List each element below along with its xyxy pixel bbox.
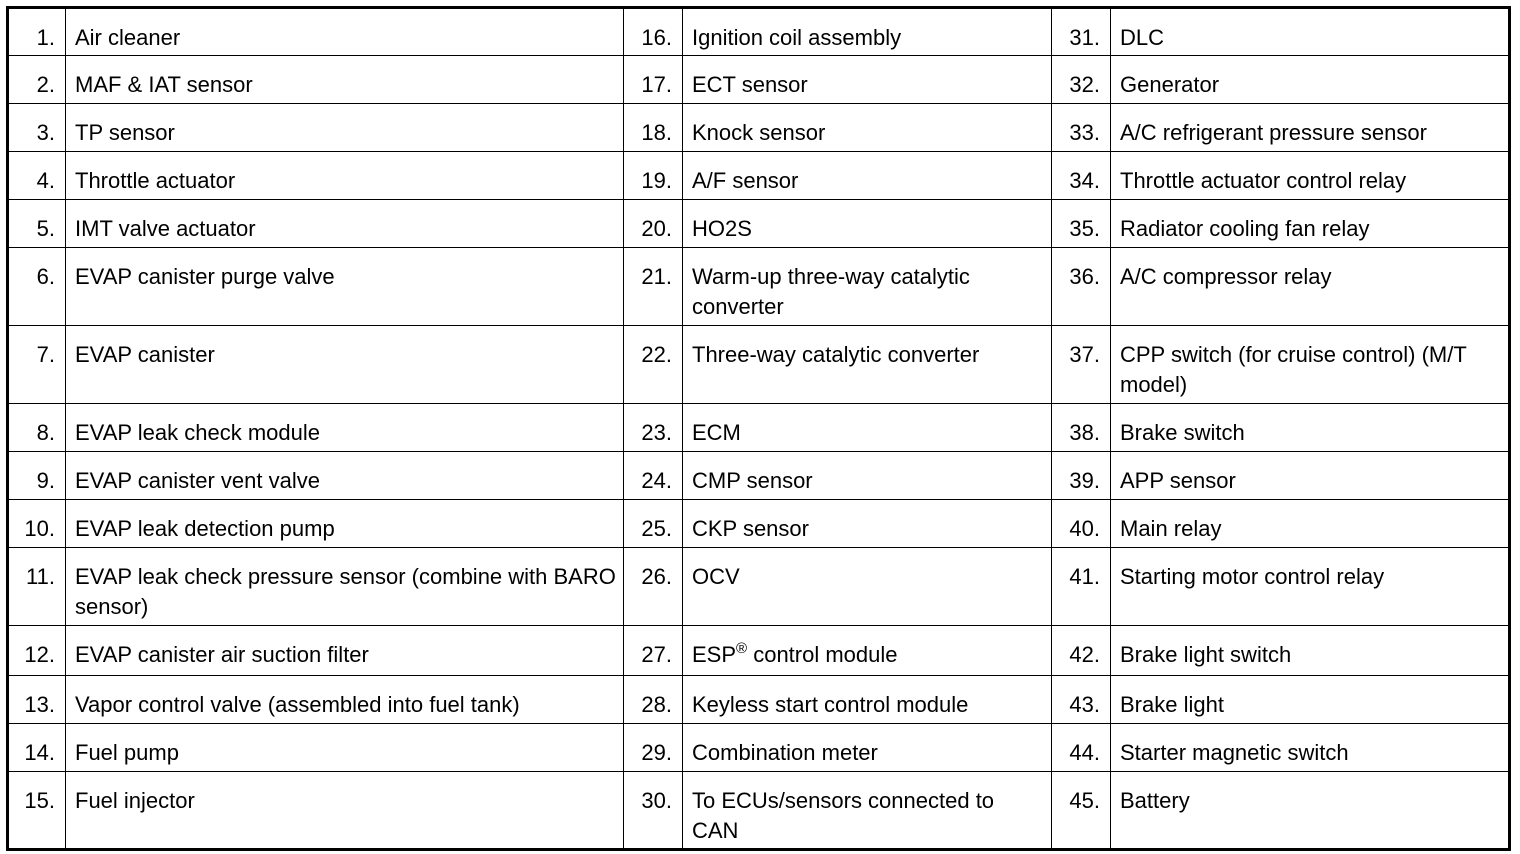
item-number: 33. xyxy=(1052,104,1111,152)
item-label: EVAP leak detection pump xyxy=(66,500,624,548)
table-row xyxy=(8,548,1510,626)
item-number: 41. xyxy=(1052,548,1111,626)
item-number: 8. xyxy=(8,404,66,452)
item-label: EVAP canister air suction filter xyxy=(66,626,624,676)
item-number: 28. xyxy=(624,676,683,724)
table-row xyxy=(8,200,1510,248)
item-label: Brake switch xyxy=(1111,404,1510,452)
item-label: MAF & IAT sensor xyxy=(66,56,624,104)
item-number: 9. xyxy=(8,452,66,500)
item-label: EVAP canister vent valve xyxy=(66,452,624,500)
registered-mark: ® xyxy=(736,640,748,657)
item-number: 31. xyxy=(1052,8,1111,56)
item-number: 11. xyxy=(8,548,66,626)
item-label xyxy=(683,626,1052,676)
item-label: Ignition coil assembly xyxy=(683,8,1052,56)
item-label: EVAP canister xyxy=(66,326,624,404)
item-label: EVAP leak check pressure sensor (combine with BARO sensor) xyxy=(66,548,624,626)
item-number: 18. xyxy=(624,104,683,152)
item-label: To ECUs/sensors connected to CAN xyxy=(683,772,1052,850)
item-number: 15. xyxy=(8,772,66,850)
legend-body xyxy=(8,8,1510,850)
item-label: Fuel injector xyxy=(66,772,624,850)
item-label: A/F sensor xyxy=(683,152,1052,200)
item-label: APP sensor xyxy=(1111,452,1510,500)
item-number: 2. xyxy=(8,56,66,104)
item-number: 7. xyxy=(8,326,66,404)
item-number: 38. xyxy=(1052,404,1111,452)
item-number: 6. xyxy=(8,248,66,326)
table-row xyxy=(8,8,1510,56)
table-row xyxy=(8,248,1510,326)
table-row xyxy=(8,404,1510,452)
item-number: 34. xyxy=(1052,152,1111,200)
item-number: 13. xyxy=(8,676,66,724)
item-number: 14. xyxy=(8,724,66,772)
item-label: A/C refrigerant pressure sensor xyxy=(1111,104,1510,152)
item-number: 20. xyxy=(624,200,683,248)
item-label: OCV xyxy=(683,548,1052,626)
item-number: 39. xyxy=(1052,452,1111,500)
table-row xyxy=(8,452,1510,500)
item-number: 23. xyxy=(624,404,683,452)
item-number: 1. xyxy=(8,8,66,56)
item-label: EVAP canister purge valve xyxy=(66,248,624,326)
item-label: HO2S xyxy=(683,200,1052,248)
item-number: 16. xyxy=(624,8,683,56)
item-number: 35. xyxy=(1052,200,1111,248)
item-label: DLC xyxy=(1111,8,1510,56)
item-label: CMP sensor xyxy=(683,452,1052,500)
item-number: 17. xyxy=(624,56,683,104)
table-row xyxy=(8,326,1510,404)
item-label: Warm-up three-way catalytic converter xyxy=(683,248,1052,326)
item-label: A/C compressor relay xyxy=(1111,248,1510,326)
item-label: Combination meter xyxy=(683,724,1052,772)
item-number: 42. xyxy=(1052,626,1111,676)
item-label: Knock sensor xyxy=(683,104,1052,152)
item-number: 37. xyxy=(1052,326,1111,404)
table-row xyxy=(8,724,1510,772)
item-number: 4. xyxy=(8,152,66,200)
item-number: 45. xyxy=(1052,772,1111,850)
table-row xyxy=(8,626,1510,676)
item-number: 30. xyxy=(624,772,683,850)
item-number: 10. xyxy=(8,500,66,548)
table-row xyxy=(8,56,1510,104)
item-label: Main relay xyxy=(1111,500,1510,548)
item-number: 3. xyxy=(8,104,66,152)
item-label: Starting motor control relay xyxy=(1111,548,1510,626)
item-label: Brake light xyxy=(1111,676,1510,724)
item-label: Brake light switch xyxy=(1111,626,1510,676)
item-number: 27. xyxy=(624,626,683,676)
table-row xyxy=(8,104,1510,152)
item-label: Radiator cooling fan relay xyxy=(1111,200,1510,248)
item-number: 43. xyxy=(1052,676,1111,724)
item-label: Generator xyxy=(1111,56,1510,104)
item-number: 26. xyxy=(624,548,683,626)
item-number: 5. xyxy=(8,200,66,248)
item-label: Three-way catalytic converter xyxy=(683,326,1052,404)
item-label: Throttle actuator xyxy=(66,152,624,200)
item-number: 12. xyxy=(8,626,66,676)
item-label: CPP switch (for cruise control) (M/T model) xyxy=(1111,326,1510,404)
item-label: TP sensor xyxy=(66,104,624,152)
item-number: 21. xyxy=(624,248,683,326)
table-row xyxy=(8,676,1510,724)
item-label: Air cleaner xyxy=(66,8,624,56)
table-row xyxy=(8,500,1510,548)
item-number: 19. xyxy=(624,152,683,200)
item-label: Starter magnetic switch xyxy=(1111,724,1510,772)
item-label-text: ESP xyxy=(692,642,737,667)
parts-legend-table xyxy=(6,6,1511,851)
item-number: 22. xyxy=(624,326,683,404)
item-label: Throttle actuator control relay xyxy=(1111,152,1510,200)
item-number: 36. xyxy=(1052,248,1111,326)
item-number: 25. xyxy=(624,500,683,548)
item-label-text-after: control module xyxy=(747,642,898,667)
item-label: IMT valve actuator xyxy=(66,200,624,248)
item-label: ECT sensor xyxy=(683,56,1052,104)
item-label: Fuel pump xyxy=(66,724,624,772)
item-number: 32. xyxy=(1052,56,1111,104)
item-number: 24. xyxy=(624,452,683,500)
item-number: 44. xyxy=(1052,724,1111,772)
table-row xyxy=(8,152,1510,200)
item-number: 40. xyxy=(1052,500,1111,548)
item-label: Keyless start control module xyxy=(683,676,1052,724)
item-label: Vapor control valve (assembled into fuel tank) xyxy=(66,676,624,724)
item-label: EVAP leak check module xyxy=(66,404,624,452)
item-label: ECM xyxy=(683,404,1052,452)
item-label: Battery xyxy=(1111,772,1510,850)
table-row xyxy=(8,772,1510,850)
item-label: CKP sensor xyxy=(683,500,1052,548)
item-number: 29. xyxy=(624,724,683,772)
